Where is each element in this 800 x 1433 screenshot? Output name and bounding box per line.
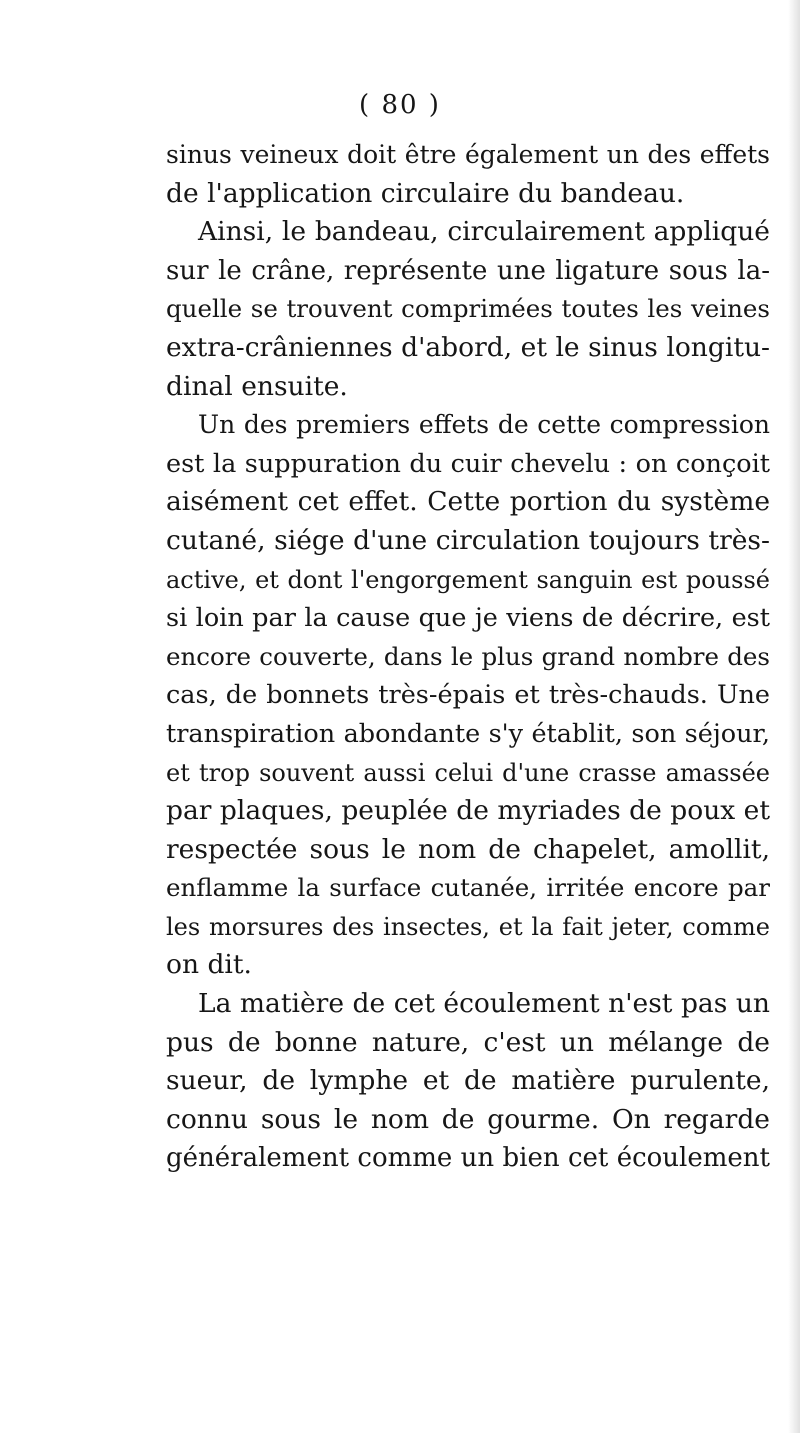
page-edge-shadow bbox=[788, 0, 800, 1433]
text-line: est la suppuration du cuir chevelu : on conçoit bbox=[166, 448, 770, 479]
text-line: sueur, de lymphe et de matière purulente, bbox=[166, 1065, 770, 1097]
text-line: transpiration abondante s'y établit, son séjour, bbox=[166, 718, 770, 749]
text-line: enflamme la surface cutanée, irritée encore par bbox=[166, 873, 770, 903]
text-line: connu sous le nom de gourme. On regarde bbox=[166, 1103, 770, 1135]
text-line: et trop souvent aussi celui d'une crasse amassée bbox=[166, 758, 770, 787]
text-line: quelle se trouvent comprimées toutes les veines bbox=[166, 294, 770, 324]
text-line: sinus veineux doit être également un des effets bbox=[166, 140, 770, 169]
text-line: La matière de cet écoulement n'est pas un bbox=[198, 988, 770, 1020]
text-line: Ainsi, le bandeau, circulairement appliqué bbox=[198, 216, 770, 248]
text-line: sur le crâne, représente une ligature sous la- bbox=[166, 255, 770, 286]
text-line: on dit. bbox=[166, 949, 252, 981]
text-line: cutané, siége d'une circulation toujours très- bbox=[166, 524, 770, 556]
text-line: respectée sous le nom de chapelet, amollit, bbox=[166, 833, 770, 865]
text-line: aisément cet effet. Cette portion du système bbox=[166, 486, 770, 518]
text-line: de l'application circulaire du bandeau. bbox=[166, 177, 685, 209]
text-line: pus de bonne nature, c'est un mélange de bbox=[166, 1026, 770, 1058]
text-line: par plaques, peuplée de myriades de poux et bbox=[166, 795, 770, 827]
text-line: les morsures des insectes, et la fait jeter, comme bbox=[166, 912, 770, 941]
text-line: cas, de bonnets très-épais et très-chauds. Une bbox=[166, 680, 770, 711]
text-line: généralement comme un bien cet écoulement bbox=[166, 1143, 770, 1174]
text-line: active, et dont l'engorgement sanguin est poussé bbox=[166, 565, 770, 594]
text-line: extra-crâniennes d'abord, et le sinus longitu- bbox=[166, 331, 770, 363]
text-line: Un des premiers effets de cette compression bbox=[198, 410, 770, 440]
text-line: si loin par la cause que je viens de décrire, est bbox=[166, 603, 770, 634]
text-line: encore couverte, dans le plus grand nombre des bbox=[166, 641, 770, 671]
text-line: dinal ensuite. bbox=[166, 370, 348, 402]
body-text bbox=[166, 136, 770, 1178]
page-number: ( 80 ) bbox=[359, 90, 441, 120]
